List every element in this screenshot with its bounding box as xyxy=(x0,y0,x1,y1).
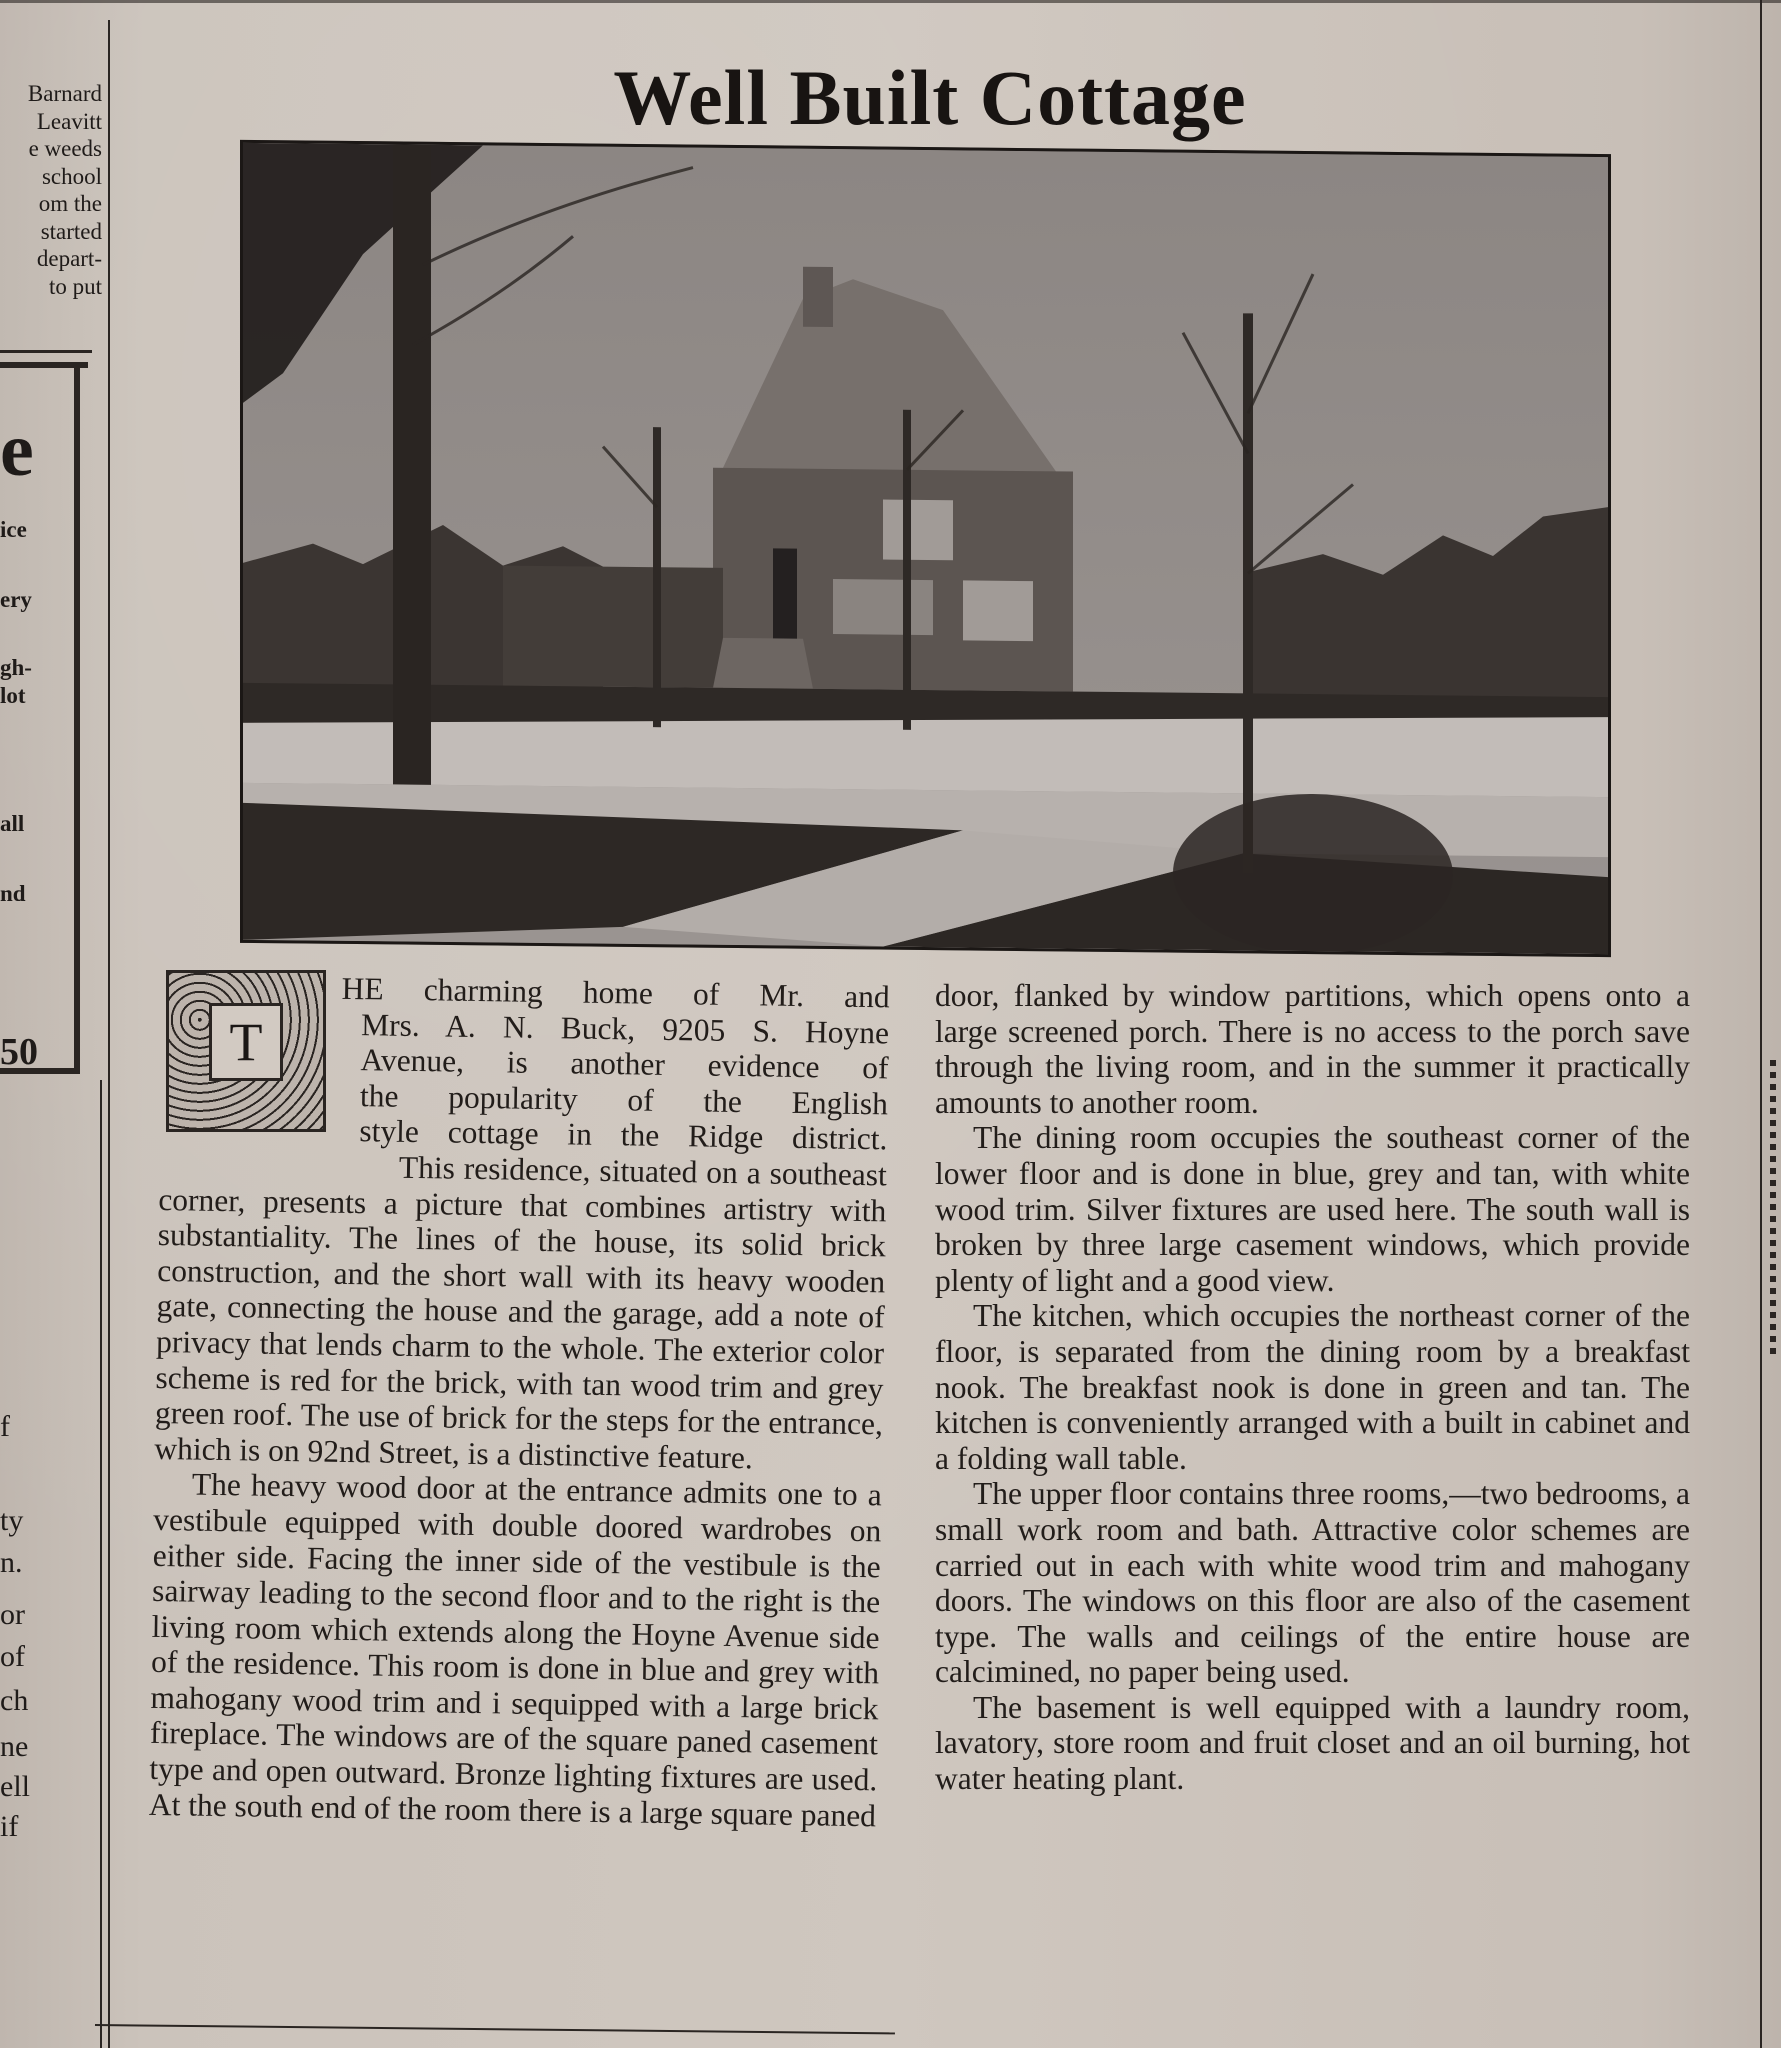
text-line: ch xyxy=(0,1684,29,1717)
paragraph-line: Avenue, is another evidence of xyxy=(360,1042,889,1086)
paragraph: This residence, situated on a southeast corner, presents a picture that combines artistry with substantiality. The lines of the house, its solid brick construction, and the short wall with its heavy wooden gate, connecting the house and the garage, add a note of privacy that lends charm to the whole. The exterior color scheme is red for the brick, with tan wood trim and grey green roof. The use of brick for the steps for the entrance, which is on 92nd Street, is a distinctive feature. xyxy=(154,1149,888,1476)
text-line: started xyxy=(40,218,102,244)
paragraph-line: style cottage in the Ridge district. xyxy=(359,1113,888,1157)
column-rule-left-inner xyxy=(100,1080,102,2048)
ad-headline-fragment: e xyxy=(0,408,34,492)
ad-text: ery xyxy=(0,587,32,612)
text-line: om the xyxy=(38,191,102,216)
house-photo-illustration xyxy=(243,143,1608,954)
ad-text: lot xyxy=(0,683,26,708)
text-line: or xyxy=(0,1598,25,1631)
divider xyxy=(0,350,92,353)
ad-text: all xyxy=(0,811,25,836)
text-line: if xyxy=(0,1810,19,1843)
paragraph: The basement is well equipped with a laundry room, lavatory, store room and fruit closet and an oil burning, hot water heating plant. xyxy=(935,1689,1690,1797)
text-line: e weeds xyxy=(28,136,102,161)
paragraph: The kitchen, which occupies the northeast corner of the floor, is separated from the dining room by a breakfast nook. The breakfast nook is done in green and tan. The kitchen is conveniently arranged with a built in cabinet and a folding wall table. xyxy=(935,1298,1690,1476)
paragraph-line: the popularity of the English xyxy=(359,1077,889,1122)
article-column-left xyxy=(149,968,890,1834)
ad-price: 50 xyxy=(0,1031,38,1073)
adjacent-clipping-left xyxy=(0,0,110,2048)
paragraph: The heavy wood door at the entrance admits one to a vestibule equipped with double doored wardrobes on either side. Facing the inner side of the vestibule is the sairway leading to the second floor and to the right is the living room which extends along the Hoyne Avenue side of the residence. This room is done in blue and grey with mahogany wood trim and i sequipped with a large brick fireplace. The windows are of the square paned casement type and open outward. Bronze lighting fixtures are used. At the south end of the room there is a large square paned xyxy=(148,1466,883,1833)
text-line: depart- xyxy=(36,246,102,271)
ad-border-right xyxy=(74,368,80,1068)
text-line: ty xyxy=(0,1504,24,1537)
paragraph: The dining room occupies the southeast corner of the lower floor and is done in blue, grey and tan, with white wood trim. Silver fixtures are used here. The south wall is broken by three large casement windows, which provide plenty of light and a good view. xyxy=(935,1120,1690,1298)
paragraph-line: Mrs. A. N. Buck, 9205 S. Hoyne xyxy=(360,1006,890,1051)
paragraph-line: HE charming home of Mr. and xyxy=(341,970,890,1015)
paragraph: The upper floor contains three rooms,—two bedrooms, a small work room and bath. Attractive color schemes are carried out in each with white wood trim and mahogany doors. The windows on this floor are also of the casement type. The walls and ceilings of the entire house are calcimined, no paper being used. xyxy=(935,1476,1690,1690)
column-bottom-rule xyxy=(95,2024,895,2034)
article-photo xyxy=(240,140,1611,957)
column-rule-right xyxy=(1760,0,1762,2048)
page-top-edge xyxy=(0,0,1781,3)
adjacent-text-top xyxy=(28,80,102,300)
ad-text: gh- xyxy=(0,655,32,680)
ad-text: nd xyxy=(0,881,26,906)
text-line: ell xyxy=(0,1770,30,1803)
text-line: school xyxy=(41,163,102,189)
text-line: Barnard xyxy=(27,81,102,106)
text-line: to put xyxy=(48,273,102,299)
text-line: of xyxy=(0,1640,25,1673)
drop-cap-letter: T xyxy=(209,1003,283,1081)
ad-text: ice xyxy=(0,517,27,542)
text-line: f xyxy=(0,1410,10,1443)
text-line: ne xyxy=(0,1730,29,1763)
paragraph: door, flanked by window partitions, which opens onto a large screened porch. There is no access to the porch save through the living room, and in the summer it practically amounts to another room. xyxy=(935,978,1690,1120)
text-line: Leavitt xyxy=(36,108,102,134)
article-column-right xyxy=(935,978,1690,1797)
adjacent-clipping-edge xyxy=(1770,1060,1776,1360)
article-title: Well Built Cottage xyxy=(613,54,1247,142)
text-line: n. xyxy=(0,1546,23,1579)
column-rule-left xyxy=(108,20,110,2048)
